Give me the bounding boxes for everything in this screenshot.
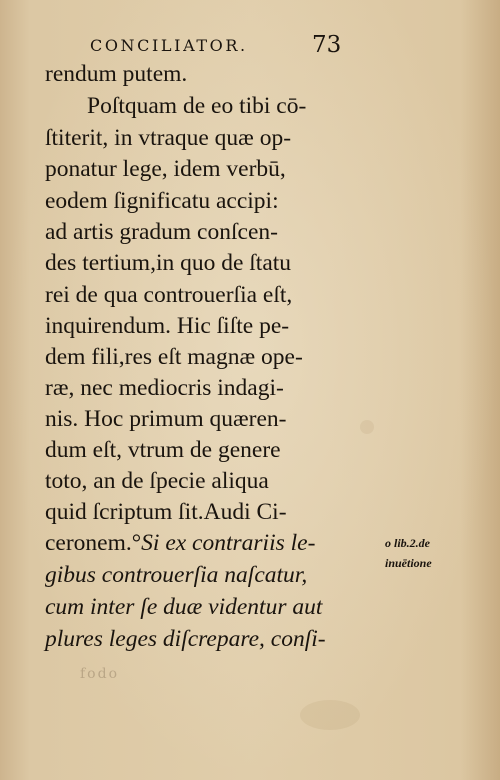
text-line-italic: gibus controuerſia naſcatur, bbox=[45, 562, 308, 588]
page-number: 73 bbox=[312, 32, 342, 58]
text-line: dum eſt, vtrum de genere bbox=[45, 437, 281, 463]
text-line: quid ſcriptum ſit.Audi Ci- bbox=[45, 499, 287, 525]
text-italic: Si ex contrariis le- bbox=[141, 530, 316, 556]
text-line: eodem ſignificatu accipi: bbox=[45, 188, 279, 214]
marginal-note-line: o lib.2.de bbox=[385, 536, 430, 550]
paper-stain bbox=[360, 420, 374, 434]
page-header bbox=[90, 34, 390, 60]
text-line-italic: cum inter ſe duæ videntur aut bbox=[45, 594, 323, 620]
text-line: inquirendum. Hic ſiſte pe- bbox=[45, 313, 290, 339]
text-line: Poſtquam de eo tibi cō- bbox=[87, 93, 307, 119]
text-line: des tertium,in quo de ſtatu bbox=[45, 250, 292, 276]
running-head: CONCILIATOR. bbox=[90, 36, 248, 55]
text-line: rendum putem. bbox=[45, 61, 188, 87]
text-line: dem fili,res eſt magnæ ope- bbox=[45, 344, 303, 370]
text-line: rei de qua controuerſia eſt, bbox=[45, 282, 293, 308]
text-roman: ceronem.° bbox=[45, 530, 142, 556]
paper-stain bbox=[300, 700, 360, 730]
show-through-text: fodo bbox=[80, 666, 120, 682]
text-line: ponatur lege, idem verbū, bbox=[45, 156, 286, 182]
marginal-note-line: inuētione bbox=[385, 556, 432, 570]
text-line: ſtiterit, in vtraque quæ op- bbox=[45, 125, 292, 151]
text-line-mixed bbox=[45, 529, 315, 557]
text-line-italic: plures leges diſcrepare, conſi- bbox=[45, 626, 326, 652]
text-line: ræ, nec mediocris indagi- bbox=[45, 375, 284, 401]
text-line: nis. Hoc primum quæren- bbox=[45, 406, 287, 432]
text-line: ad artis gradum conſcen- bbox=[45, 219, 278, 245]
text-line: toto, an de ſpecie aliqua bbox=[45, 468, 269, 494]
